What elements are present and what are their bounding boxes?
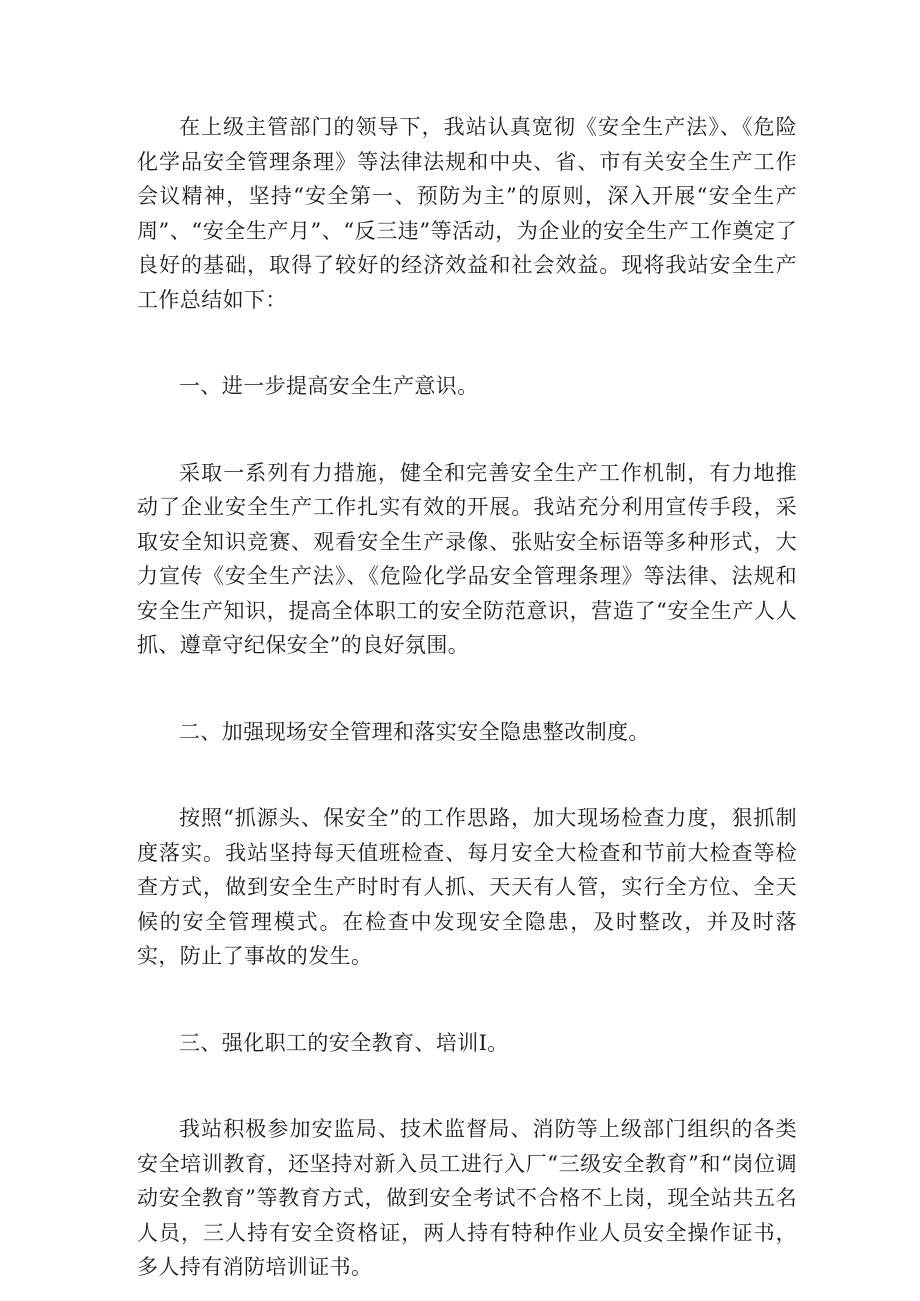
intro-paragraph: 在上级主管部门的领导下，我站认真宽彻《安全生产法》、《危险化学品安全管理条理》等法律法规和中央、省、市有关安全生产工作会议精神，坚持“安全第一、预防为主”的原则，深入开展“安全生产周”、“安全生产月”、“反三违”等活动，为企业的安全生产工作奠定了良好的基础，取得了较好的经济效益和社会效益。现将我站安全生产工作总结如下： [137, 115, 797, 312]
spacer [137, 1060, 797, 1112]
spacer [137, 317, 797, 369]
spacer [137, 663, 797, 715]
document-body [137, 110, 797, 1285]
section-3-heading: 三、强化职工的安全教育、培训Ⅰ。 [179, 1030, 509, 1055]
section-1-heading: 一、进一步提高安全生产意识。 [179, 374, 479, 398]
section-1-paragraph: 采取一系列有力措施，健全和完善安全生产工作机制，有力地推动了企业安全生产工作扎实有效的开展。我站充分利用宣传手段，采取安全知识竞赛、观看安全生产录像、张贴安全标语等多种形式，大力宣传《安全生产法》、《危险化学品安全管理条理》等法律、法规和安全生产知识，提高全体职工的安全防范意识，营造了“安全生产人人抓、遵章守纪保安全”的良好氛围。 [137, 460, 797, 657]
section-2-heading: 二、加强现场安全管理和落实安全隐患整改制度。 [179, 719, 650, 744]
section-2-paragraph: 按照“抓源头、保安全”的工作思路，加大现场检查力度，狠抓制度落实。我站坚持每天值班检查、每月安全大检查和节前大检查等检查方式，做到安全生产时时有人抓、天天有人管，实行全方位、全天候的安全管理模式。在检查中发现安全隐患，及时整改，并及时落实，防止了事故的发生。 [137, 806, 797, 968]
spacer [137, 749, 797, 801]
spacer [137, 974, 797, 1026]
section-3-paragraph: 我站积极参加安监局、技术监督局、消防等上级部门组织的各类安全培训教育，还坚持对新入员工进行入厂“三级安全教育”和“岗位调动安全教育”等教育方式，做到安全考试不合格不上岗，现全站共五名人员，三人持有安全资格证，两人持有特种作业人员安全操作证书，多人持有消防培训证书。 [137, 1117, 797, 1279]
spacer [137, 404, 797, 456]
